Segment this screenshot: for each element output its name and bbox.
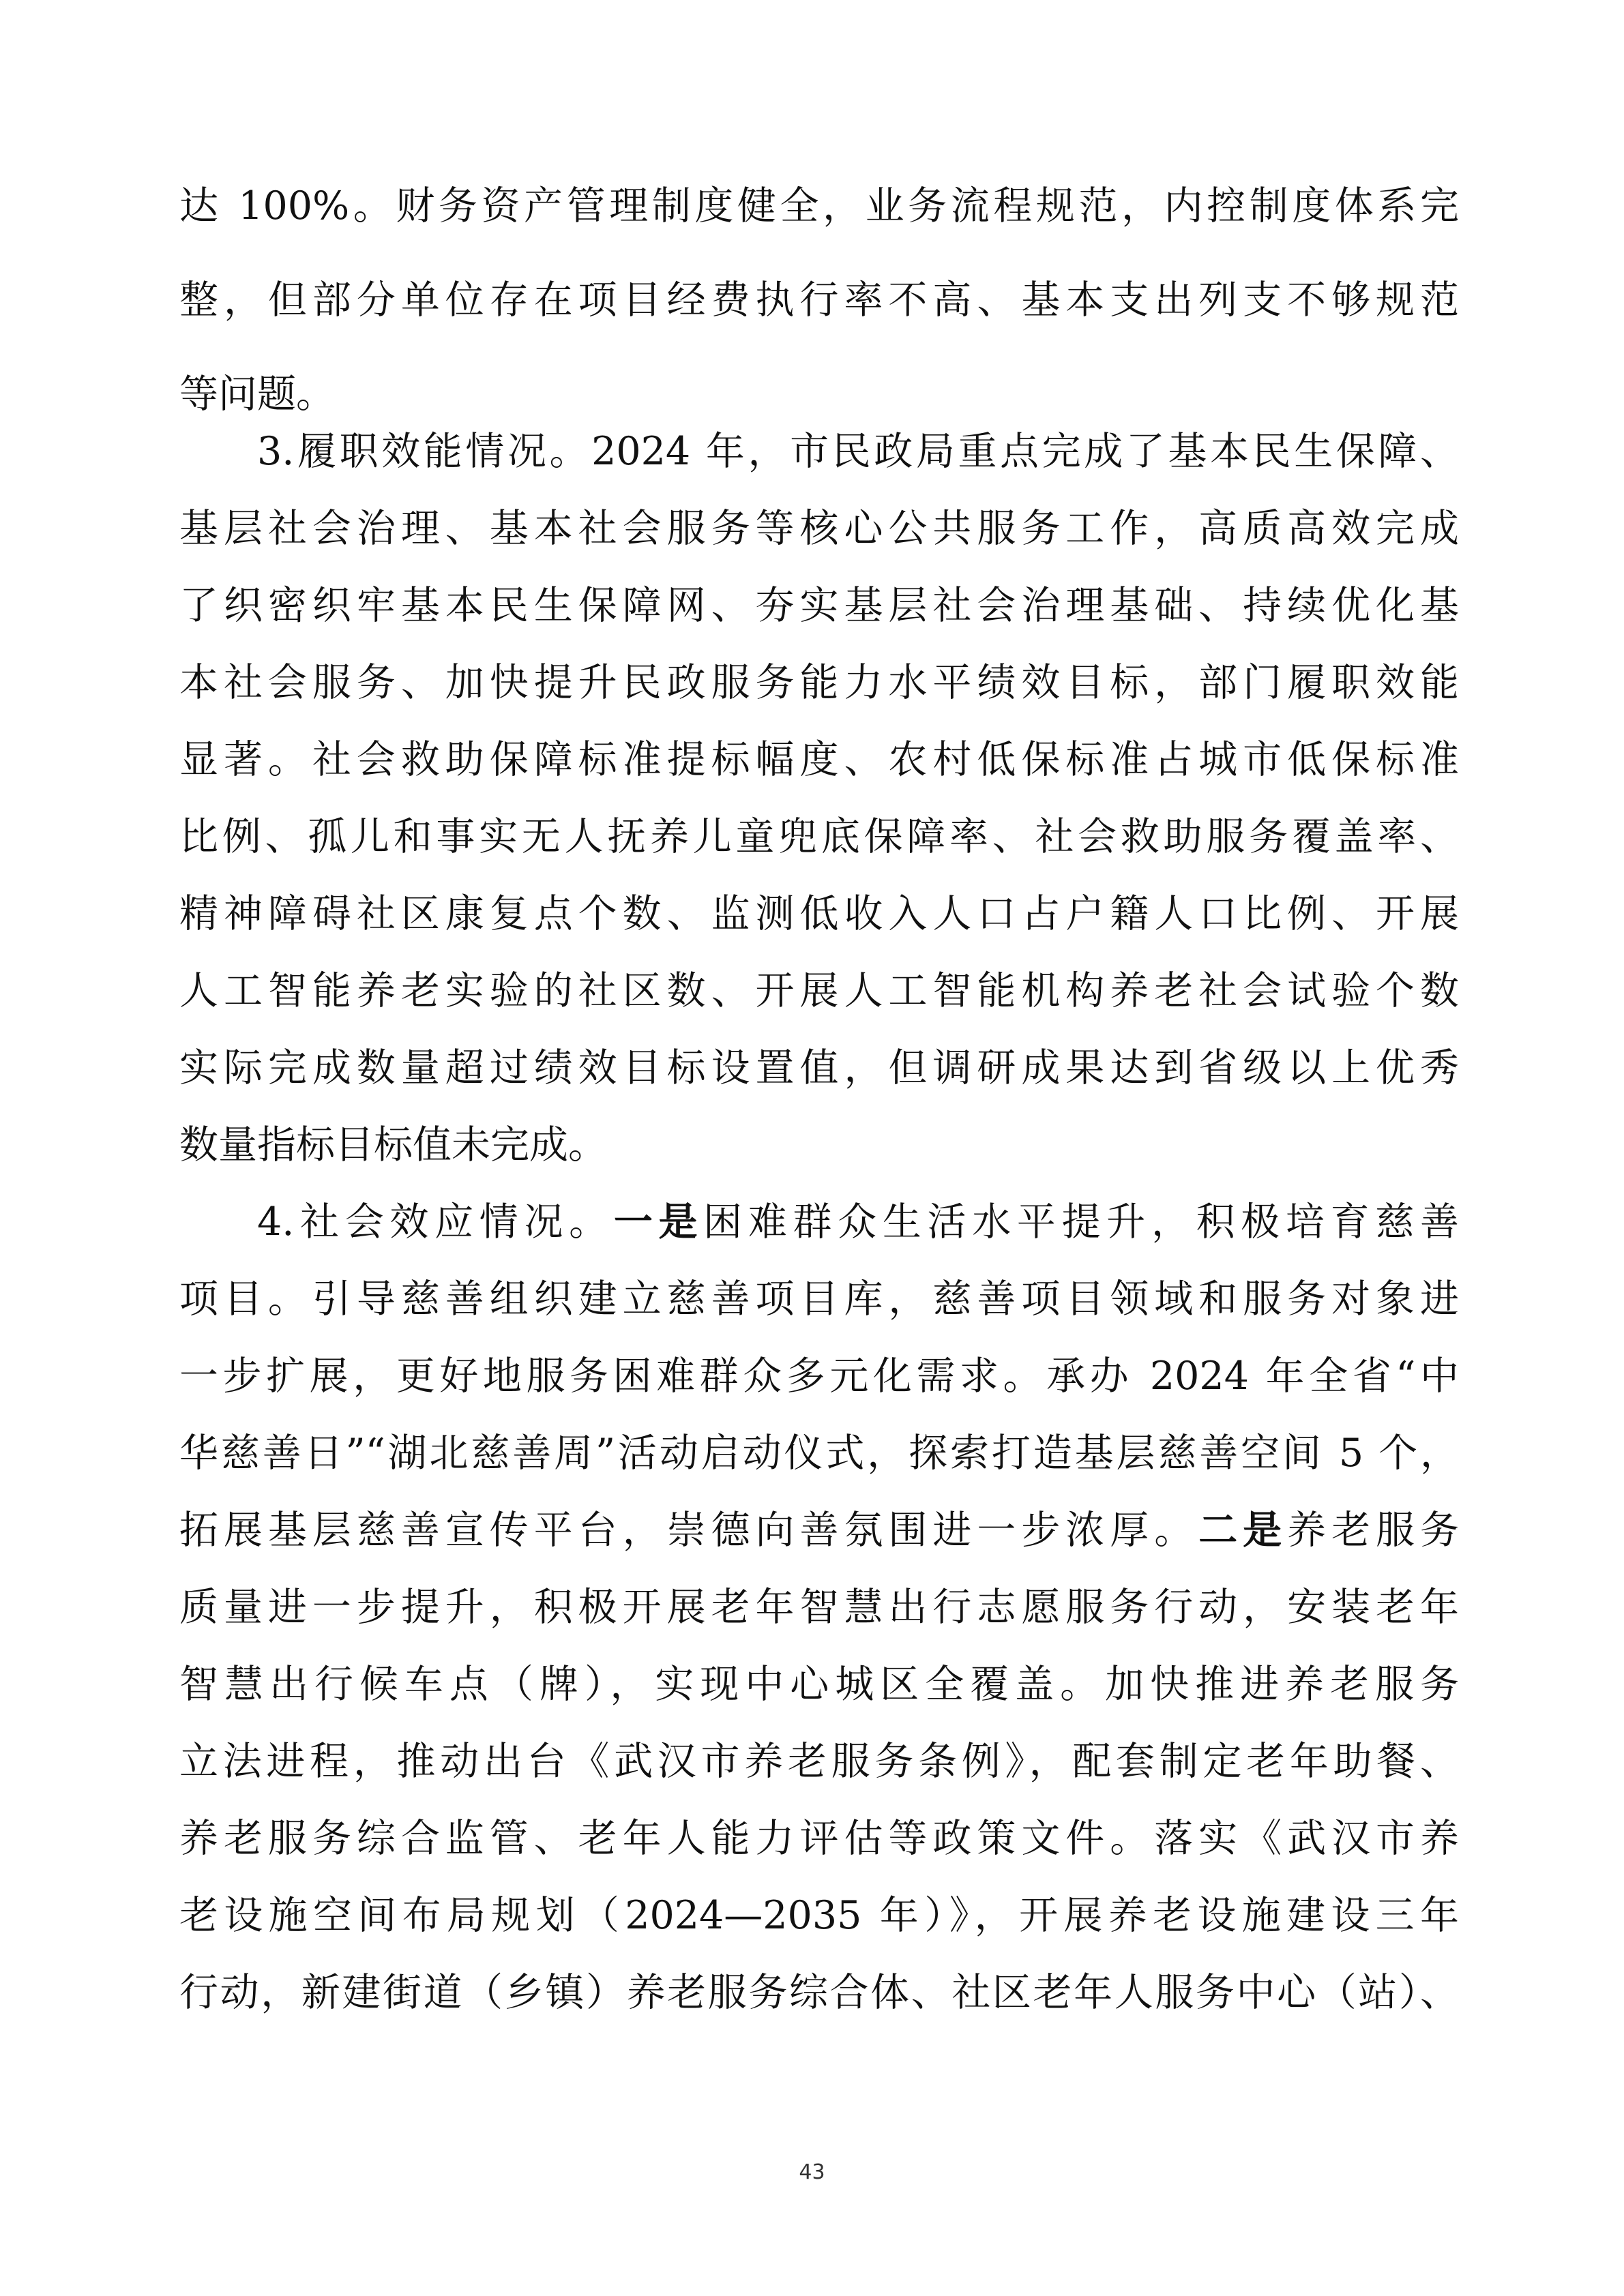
paragraph-1-line-2: 整，但部分单位存在项目经费执行率不高、基本支出列支不够规范 [179, 278, 1459, 323]
first-point-marker: 一是 [613, 1199, 704, 1244]
paragraph-2-line-4: 本社会服务、加快提升民政服务能力水平绩效目标，部门履职效能 [179, 660, 1459, 705]
paragraph-2-line-1: 3.履职效能情况。2024 年，市民政局重点完成了基本民生保障、 [257, 429, 1459, 474]
paragraph-3-line-1-prefix: 4.社会效应情况。 [257, 1199, 614, 1244]
paragraph-1-line-1: 达 100%。财务资产管理制度健全，业务流程规范，内控制度体系完 [179, 183, 1459, 228]
paragraph-3-line-5-prefix: 拓展基层慈善宣传平台，崇德向善氛围进一步浓厚。 [179, 1508, 1199, 1553]
paragraph-3-line-6: 质量进一步提升，积极开展老年智慧出行志愿服务行动，安装老年 [179, 1585, 1459, 1630]
paragraph-3-line-2: 项目。引导慈善组织建立慈善项目库，慈善项目领域和服务对象进 [179, 1277, 1459, 1322]
paragraph-2-line-8: 人工智能养老实验的社区数、开展人工智能机构养老社会试验个数 [179, 968, 1459, 1013]
paragraph-1-line-3: 等问题。 [179, 372, 335, 417]
paragraph-2-line-2: 基层社会治理、基本社会服务等核心公共服务工作，高质高效完成 [179, 506, 1459, 551]
paragraph-3-line-9: 养老服务综合监管、老年人能力评估等政策文件。落实《武汉市养 [179, 1816, 1459, 1861]
paragraph-3-line-10: 老设施空间布局规划（2024—2035 年）》，开展养老设施建设三年 [179, 1893, 1459, 1938]
paragraph-3-line-5-suffix: 养老服务 [1287, 1508, 1460, 1553]
page-number: 43 [799, 2160, 825, 2184]
paragraph-2-line-7: 精神障碍社区康复点个数、监测低收入人口占户籍人口比例、开展 [179, 891, 1459, 936]
paragraph-3-line-4: 华慈善日”“湖北慈善周”活动启动仪式，探索打造基层慈善空间 5 个， [179, 1431, 1459, 1476]
paragraph-2-line-6: 比例、孤儿和事实无人抚养儿童兜底保障率、社会救助服务覆盖率、 [179, 814, 1459, 859]
paragraph-2-line-5: 显著。社会救助保障标准提标幅度、农村低保标准占城市低保标准 [179, 737, 1459, 782]
second-point-marker: 二是 [1198, 1507, 1288, 1553]
paragraph-2-line-9: 实际完成数量超过绩效目标设置值，但调研成果达到省级以上优秀 [179, 1045, 1459, 1090]
paragraph-3-line-8: 立法进程，推动出台《武汉市养老服务条例》，配套制定老年助餐、 [179, 1739, 1459, 1784]
paragraph-3-line-1-suffix: 困难群众生活水平提升，积极培育慈善 [703, 1199, 1460, 1244]
paragraph-2-line-10: 数量指标目标值未完成。 [179, 1122, 607, 1167]
paragraph-2-line-3: 了织密织牢基本民生保障网、夯实基层社会治理基础、持续优化基 [179, 583, 1459, 628]
paragraph-3-line-3: 一步扩展，更好地服务困难群众多元化需求。承办 2024 年全省“中 [179, 1354, 1459, 1399]
paragraph-3-line-7: 智慧出行候车点（牌），实现中心城区全覆盖。加快推进养老服务 [179, 1662, 1459, 1707]
paragraph-3-line-11: 行动，新建街道（乡镇）养老服务综合体、社区老年人服务中心（站）、 [179, 1970, 1459, 2015]
paragraph-3-line-1 [257, 1195, 1459, 1249]
paragraph-3-line-5 [179, 1503, 1459, 1557]
